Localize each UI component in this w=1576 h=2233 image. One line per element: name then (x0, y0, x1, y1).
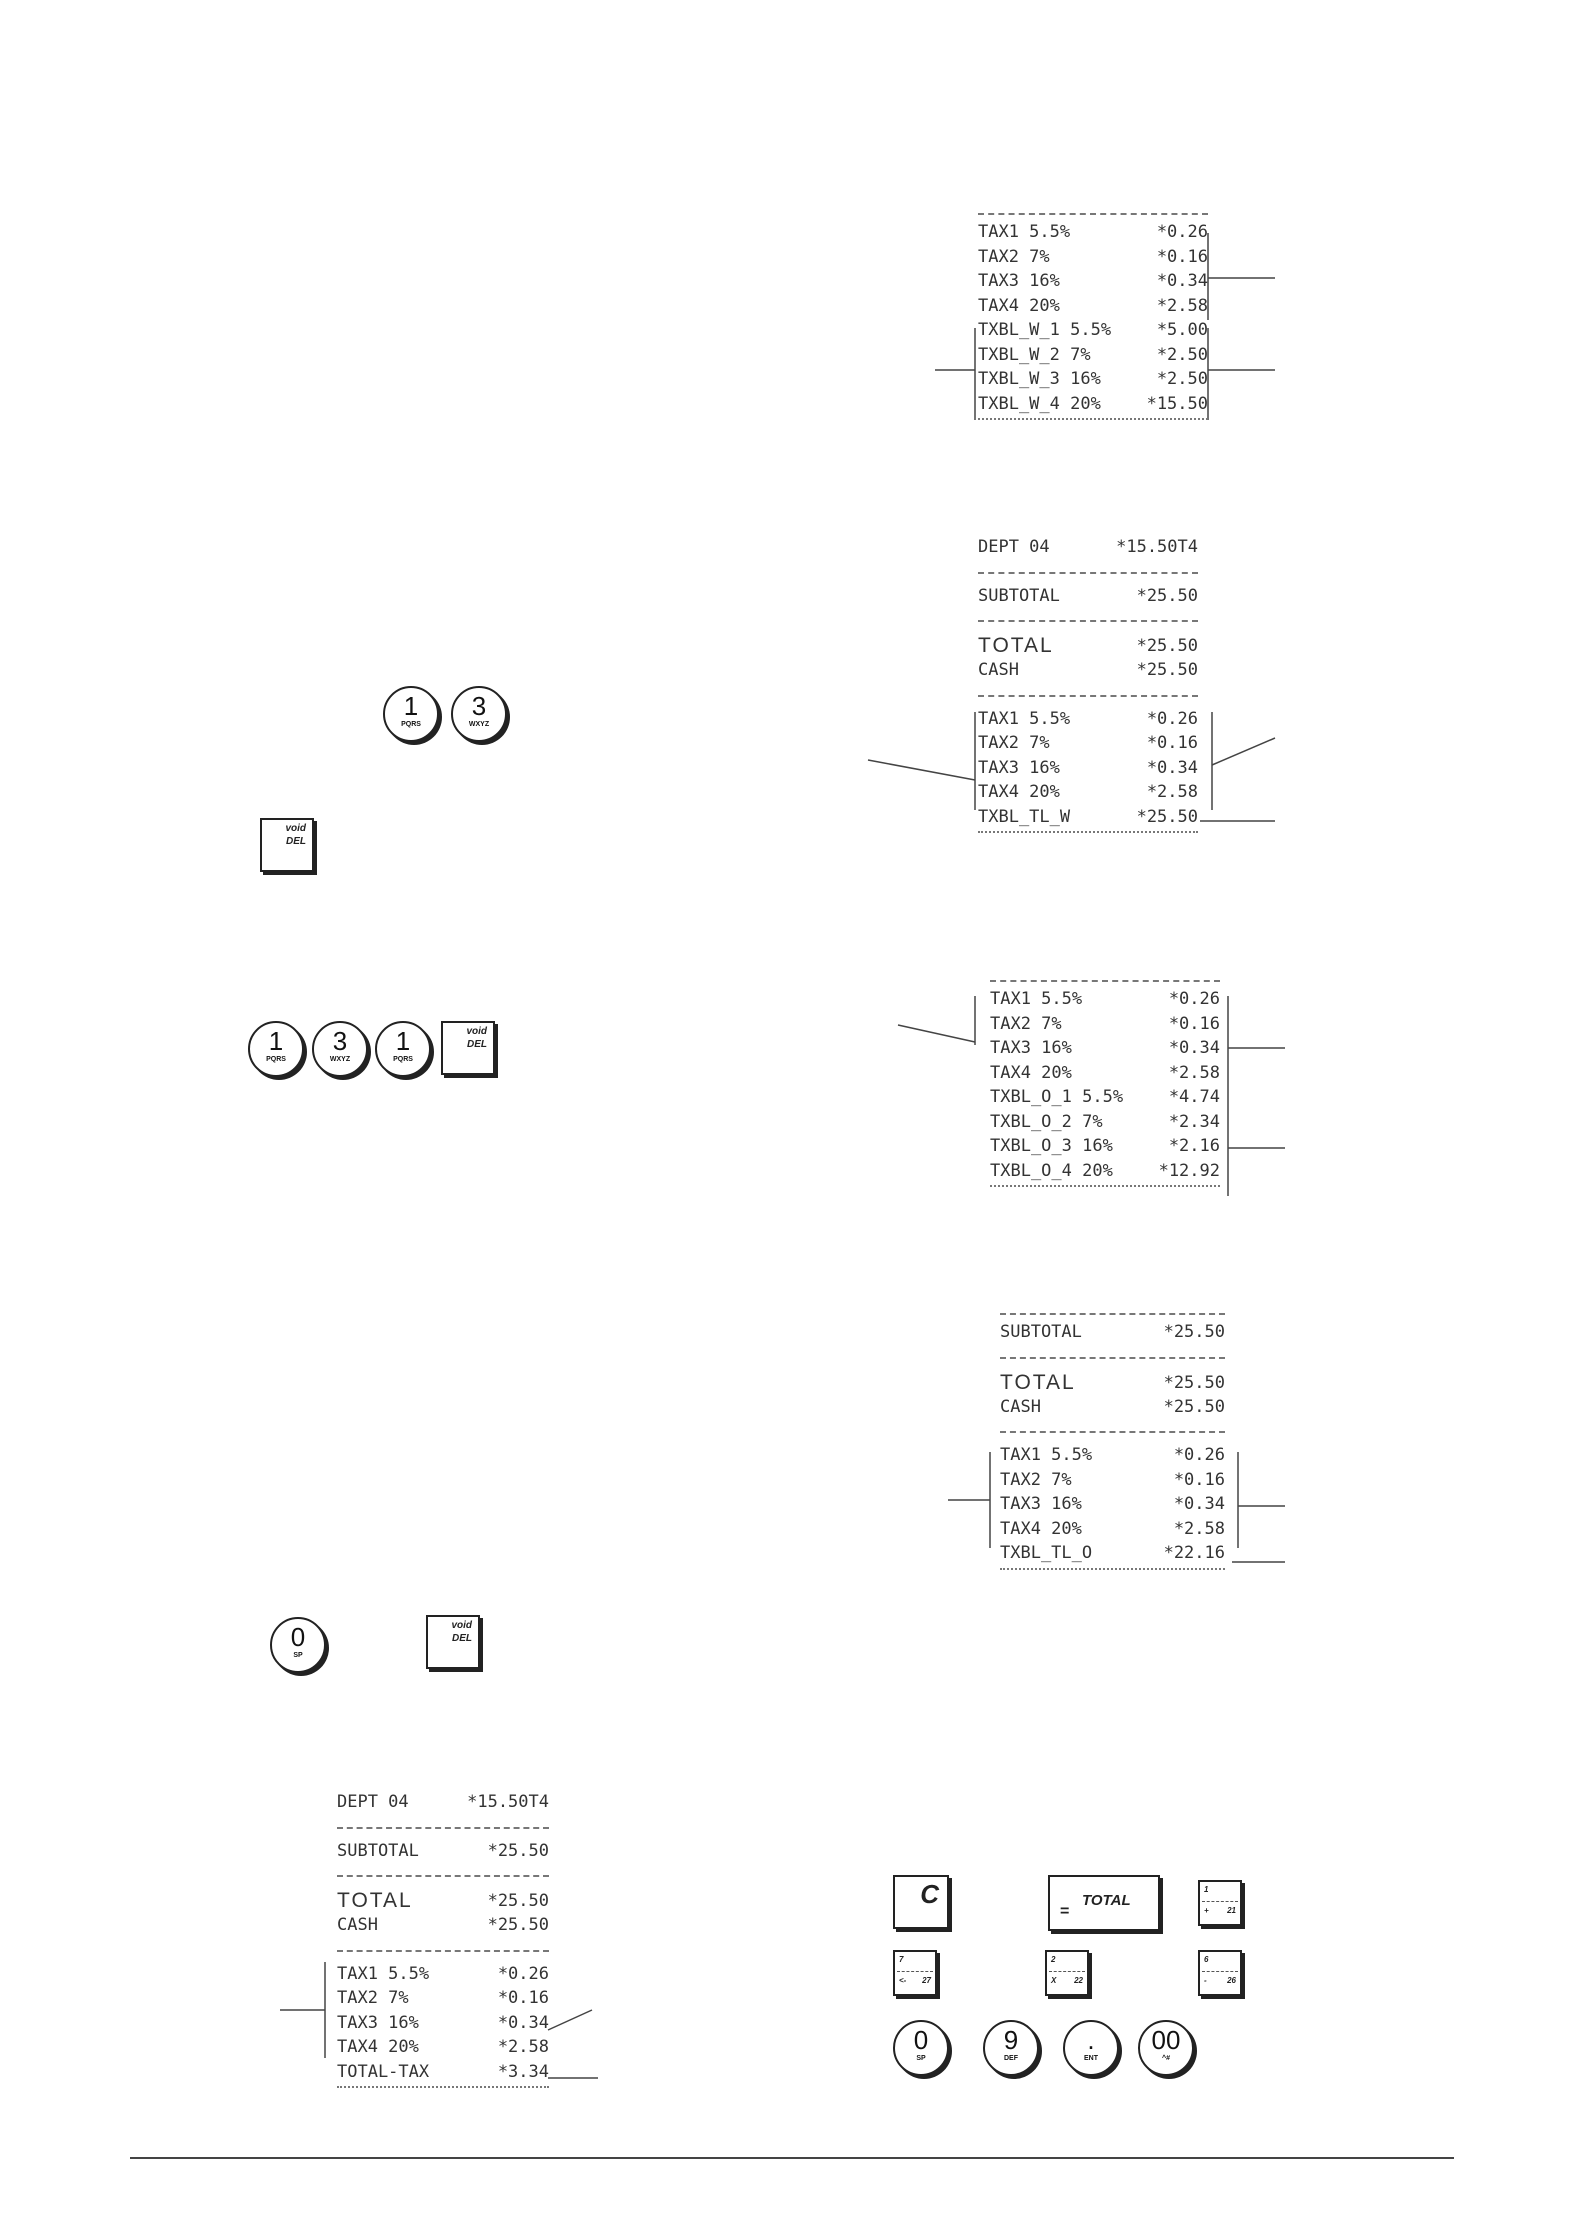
row-label: TOTAL (1000, 1370, 1076, 1394)
row-label: SUBTOTAL (337, 1840, 419, 1861)
row-label: TXBL_O_4 20% (990, 1160, 1113, 1181)
separator (337, 1863, 549, 1887)
key-label: 00 (1151, 2025, 1181, 2055)
receipt-row (337, 1962, 549, 1987)
receipt-row (990, 1085, 1220, 1110)
row-value: *0.26 (1168, 989, 1220, 1009)
row-value: *0.26 (1146, 708, 1198, 729)
row-label: TAX3 16% (978, 757, 1060, 778)
receipt-row-total (1000, 1369, 1225, 1395)
receipt-row (1000, 1320, 1225, 1345)
row-label: TXBL_W_3 16% (978, 369, 1101, 389)
key-3[interactable] (312, 1021, 368, 1077)
receipt-end (337, 2084, 549, 2094)
receipt-sale-w (978, 535, 1198, 839)
key-label: 3 (332, 1026, 348, 1056)
key-sublabel: ^# (1162, 2055, 1170, 2062)
row-value: *12.92 (1158, 1160, 1220, 1181)
receipt-row (1000, 1395, 1225, 1420)
key-sublabel: SP (916, 2055, 926, 2062)
key-label: 0 (290, 1622, 306, 1652)
row-label: TAX1 5.5% (1000, 1445, 1093, 1465)
row-label: TAX4 20% (978, 295, 1060, 316)
receipt-row (1000, 1541, 1225, 1566)
row-value: *0.26 (497, 1963, 549, 1984)
receipt-row (978, 318, 1208, 343)
row-label: TXBL_O_2 7% (990, 1111, 1103, 1132)
receipt-row (978, 367, 1208, 392)
key-label: 1 (268, 1026, 284, 1056)
key-label: 3 (471, 691, 487, 721)
row-value: *2.16 (1168, 1136, 1220, 1156)
row-value: *5.00 (1156, 320, 1208, 340)
key-dept-2[interactable] (1045, 1950, 1089, 1996)
row-value: *0.34 (497, 2012, 549, 2033)
row-label: TAX4 20% (1000, 1518, 1082, 1539)
row-label: DEPT 04 (978, 537, 1050, 557)
receipt-row (978, 584, 1198, 609)
row-label: TAX3 16% (990, 1038, 1072, 1058)
row-label: CASH (1000, 1396, 1041, 1417)
row-value: *25.50 (1163, 1372, 1225, 1393)
row-value: *25.50 (1163, 1396, 1225, 1417)
key-1[interactable] (383, 686, 439, 742)
key-sublabel: + (1204, 1906, 1209, 1915)
receipt-end (1000, 1566, 1225, 1576)
row-value: *0.16 (1168, 1013, 1220, 1034)
key-divider (1202, 1901, 1238, 1902)
receipt-row (1000, 1443, 1225, 1468)
receipt-row (978, 658, 1198, 683)
separator (337, 1815, 549, 1839)
row-label: TXBL_W_4 20% (978, 393, 1101, 414)
row-label: TAX4 20% (978, 782, 1060, 802)
receipt-row (978, 392, 1208, 417)
receipt-row (337, 2035, 549, 2060)
row-label: TAX2 7% (978, 733, 1050, 753)
receipt-row (978, 756, 1198, 781)
key-sublabel: 26 (1227, 1976, 1236, 1985)
row-value: *2.50 (1156, 369, 1208, 389)
key-divider (1049, 1971, 1085, 1972)
receipt-row (1000, 1517, 1225, 1542)
receipt-row (978, 343, 1208, 368)
key-void-del[interactable] (260, 818, 314, 872)
separator (1000, 1345, 1225, 1369)
row-value: *2.58 (1173, 1518, 1225, 1539)
key-total[interactable] (1048, 1875, 1160, 1931)
key-label: 6 (1204, 1955, 1209, 1964)
key-label: C (920, 1879, 939, 1909)
key-label: 1 (403, 691, 419, 721)
receipt-row (990, 1012, 1220, 1037)
row-value: *15.50T4 (1116, 537, 1198, 557)
row-value: *0.26 (1156, 222, 1208, 242)
key-sublabel: - (1204, 1976, 1207, 1985)
key-label: . (1087, 2025, 1095, 2055)
row-value: *4.74 (1168, 1087, 1220, 1107)
key-label: TOTAL (1082, 1892, 1131, 1909)
receipt-row (1000, 1492, 1225, 1517)
row-label: SUBTOTAL (1000, 1322, 1082, 1342)
row-label: SUBTOTAL (978, 585, 1060, 606)
separator (337, 1938, 549, 1962)
row-label: TAX1 5.5% (978, 708, 1071, 729)
row-value: *25.50 (1136, 660, 1198, 680)
row-value: *2.58 (1168, 1062, 1220, 1083)
key-9[interactable] (983, 2020, 1039, 2076)
key-label: DEL (467, 1039, 487, 1050)
receipt-end (978, 416, 1208, 426)
receipt-row (337, 1790, 549, 1815)
key-0[interactable] (893, 2020, 949, 2076)
separator (990, 975, 1220, 987)
row-value: *3.34 (497, 2061, 549, 2082)
key-sublabel: PQRS (401, 721, 421, 728)
row-value: *0.16 (1173, 1469, 1225, 1490)
receipt-row (978, 535, 1198, 560)
row-label: TXBL_O_3 16% (990, 1136, 1113, 1156)
row-label: TAX2 7% (990, 1013, 1062, 1034)
receipt-row (978, 731, 1198, 756)
key-label: 1 (1204, 1885, 1209, 1894)
row-label: TAX4 20% (990, 1062, 1072, 1083)
receipt-row (978, 707, 1198, 732)
key-sublabel: WXYZ (329, 1056, 351, 1063)
row-value: *15.50T4 (467, 1792, 549, 1812)
receipt-row (978, 220, 1208, 245)
receipt-row (978, 780, 1198, 805)
receipt-row (337, 2060, 549, 2085)
separator (978, 683, 1198, 707)
receipt-end (978, 829, 1198, 839)
row-value: *0.16 (1156, 246, 1208, 267)
receipt-row (990, 1110, 1220, 1135)
key-sublabel: <- (899, 1976, 907, 1985)
row-label: TOTAL (337, 1889, 413, 1912)
key-3[interactable] (451, 686, 507, 742)
row-value: *0.34 (1156, 271, 1208, 291)
row-label: TXBL_TL_W (978, 806, 1071, 827)
receipt-row-total (337, 1887, 549, 1913)
key-decimal[interactable] (1063, 2020, 1119, 2076)
receipt-row (337, 1839, 549, 1864)
receipt-row (978, 269, 1208, 294)
key-sublabel: PQRS (393, 1056, 413, 1063)
row-label: TAX1 5.5% (990, 989, 1083, 1009)
receipt-tax-totals-w (978, 208, 1208, 426)
receipt-sale-o (1000, 1308, 1225, 1576)
receipt-row-total (978, 632, 1198, 658)
row-value: *25.50 (487, 1840, 549, 1861)
separator (978, 208, 1208, 220)
key-label: void (285, 823, 306, 834)
key-label: void (451, 1620, 472, 1631)
key-dept-7[interactable] (893, 1950, 937, 1996)
key-sublabel: 22 (1074, 1976, 1083, 1985)
receipt-row (978, 805, 1198, 830)
receipt-row (990, 1061, 1220, 1086)
row-value: *2.50 (1156, 344, 1208, 365)
row-label: TAX2 7% (978, 246, 1050, 267)
row-label: TXBL_O_1 5.5% (990, 1087, 1124, 1107)
row-label: DEPT 04 (337, 1792, 409, 1812)
key-dept-6[interactable] (1198, 1950, 1242, 1996)
row-value: *25.50 (1136, 585, 1198, 606)
key-void-del[interactable] (426, 1615, 480, 1669)
row-label: TAX2 7% (337, 1988, 409, 2008)
key-label: void (466, 1026, 487, 1037)
receipt-row (990, 1036, 1220, 1061)
key-clear[interactable] (893, 1875, 949, 1929)
row-label: TXBL_W_1 5.5% (978, 320, 1112, 340)
key-void-del[interactable] (441, 1021, 495, 1075)
row-value: *2.58 (1146, 782, 1198, 802)
key-sublabel: 27 (922, 1976, 931, 1985)
row-label: TAX3 16% (978, 271, 1060, 291)
row-label: CASH (978, 660, 1019, 680)
key-sublabel: X (1051, 1976, 1057, 1985)
key-0[interactable] (270, 1617, 326, 1673)
receipt-row (990, 1134, 1220, 1159)
key-label: DEL (452, 1633, 472, 1644)
key-double-zero[interactable] (1138, 2020, 1194, 2076)
key-divider (1202, 1971, 1238, 1972)
separator (1000, 1419, 1225, 1443)
key-sublabel: = (1060, 1903, 1070, 1920)
key-label: 1 (395, 1026, 411, 1056)
key-1[interactable] (375, 1021, 431, 1077)
row-label: TAX1 5.5% (337, 1963, 430, 1984)
row-value: *25.50 (487, 1915, 549, 1935)
receipt-tax-totals-o (990, 975, 1220, 1193)
row-value: *0.34 (1168, 1038, 1220, 1058)
row-label: TAX3 16% (337, 2012, 419, 2033)
receipt-row (990, 987, 1220, 1012)
row-value: *0.16 (497, 1988, 549, 2008)
receipt-row (337, 1986, 549, 2011)
row-value: *0.34 (1146, 757, 1198, 778)
row-value: *2.58 (1156, 295, 1208, 316)
key-sublabel: WXYZ (468, 721, 490, 728)
separator (1000, 1308, 1225, 1320)
key-divider (897, 1971, 933, 1972)
key-sublabel: PQRS (266, 1056, 286, 1063)
row-value: *25.50 (487, 1891, 549, 1911)
separator (978, 608, 1198, 632)
row-label: TAX4 20% (337, 2037, 419, 2057)
key-label: 7 (899, 1955, 904, 1964)
footer-rule (130, 2157, 1454, 2159)
key-1[interactable] (248, 1021, 304, 1077)
key-sublabel: DEF (1004, 2055, 1018, 2062)
row-label: TAX1 5.5% (978, 222, 1071, 242)
row-value: *0.34 (1173, 1494, 1225, 1514)
row-value: *25.50 (1136, 806, 1198, 827)
key-sublabel: 21 (1227, 1906, 1236, 1915)
row-value: *2.58 (497, 2037, 549, 2057)
key-sublabel: ENT (1084, 2055, 1098, 2062)
row-value: *0.26 (1173, 1445, 1225, 1465)
row-label: TOTAL-TAX (337, 2061, 430, 2082)
row-label: TXBL_TL_O (1000, 1543, 1093, 1563)
receipt-row (337, 1913, 549, 1938)
row-label: TAX3 16% (1000, 1494, 1082, 1514)
receipt-total-tax (337, 1790, 549, 2094)
key-label: 0 (913, 2025, 929, 2055)
row-value: *0.16 (1146, 733, 1198, 753)
receipt-row (1000, 1468, 1225, 1493)
row-label: TOTAL (978, 634, 1054, 657)
receipt-end (990, 1183, 1220, 1193)
receipt-row (978, 245, 1208, 270)
row-label: TAX2 7% (1000, 1469, 1072, 1490)
key-sublabel: SP (293, 1652, 303, 1659)
row-value: *22.16 (1163, 1543, 1225, 1563)
key-label: 2 (1051, 1955, 1056, 1964)
receipt-row (337, 2011, 549, 2036)
receipt-row (978, 294, 1208, 319)
row-value: *25.50 (1136, 636, 1198, 656)
row-label: CASH (337, 1915, 378, 1935)
row-value: *25.50 (1163, 1322, 1225, 1342)
receipt-row (990, 1159, 1220, 1184)
row-value: *2.34 (1168, 1111, 1220, 1132)
separator (978, 560, 1198, 584)
key-label: 9 (1003, 2025, 1019, 2055)
key-label: DEL (286, 836, 306, 847)
key-dept-1[interactable] (1198, 1880, 1242, 1926)
row-label: TXBL_W_2 7% (978, 344, 1091, 365)
row-value: *15.50 (1146, 393, 1208, 414)
